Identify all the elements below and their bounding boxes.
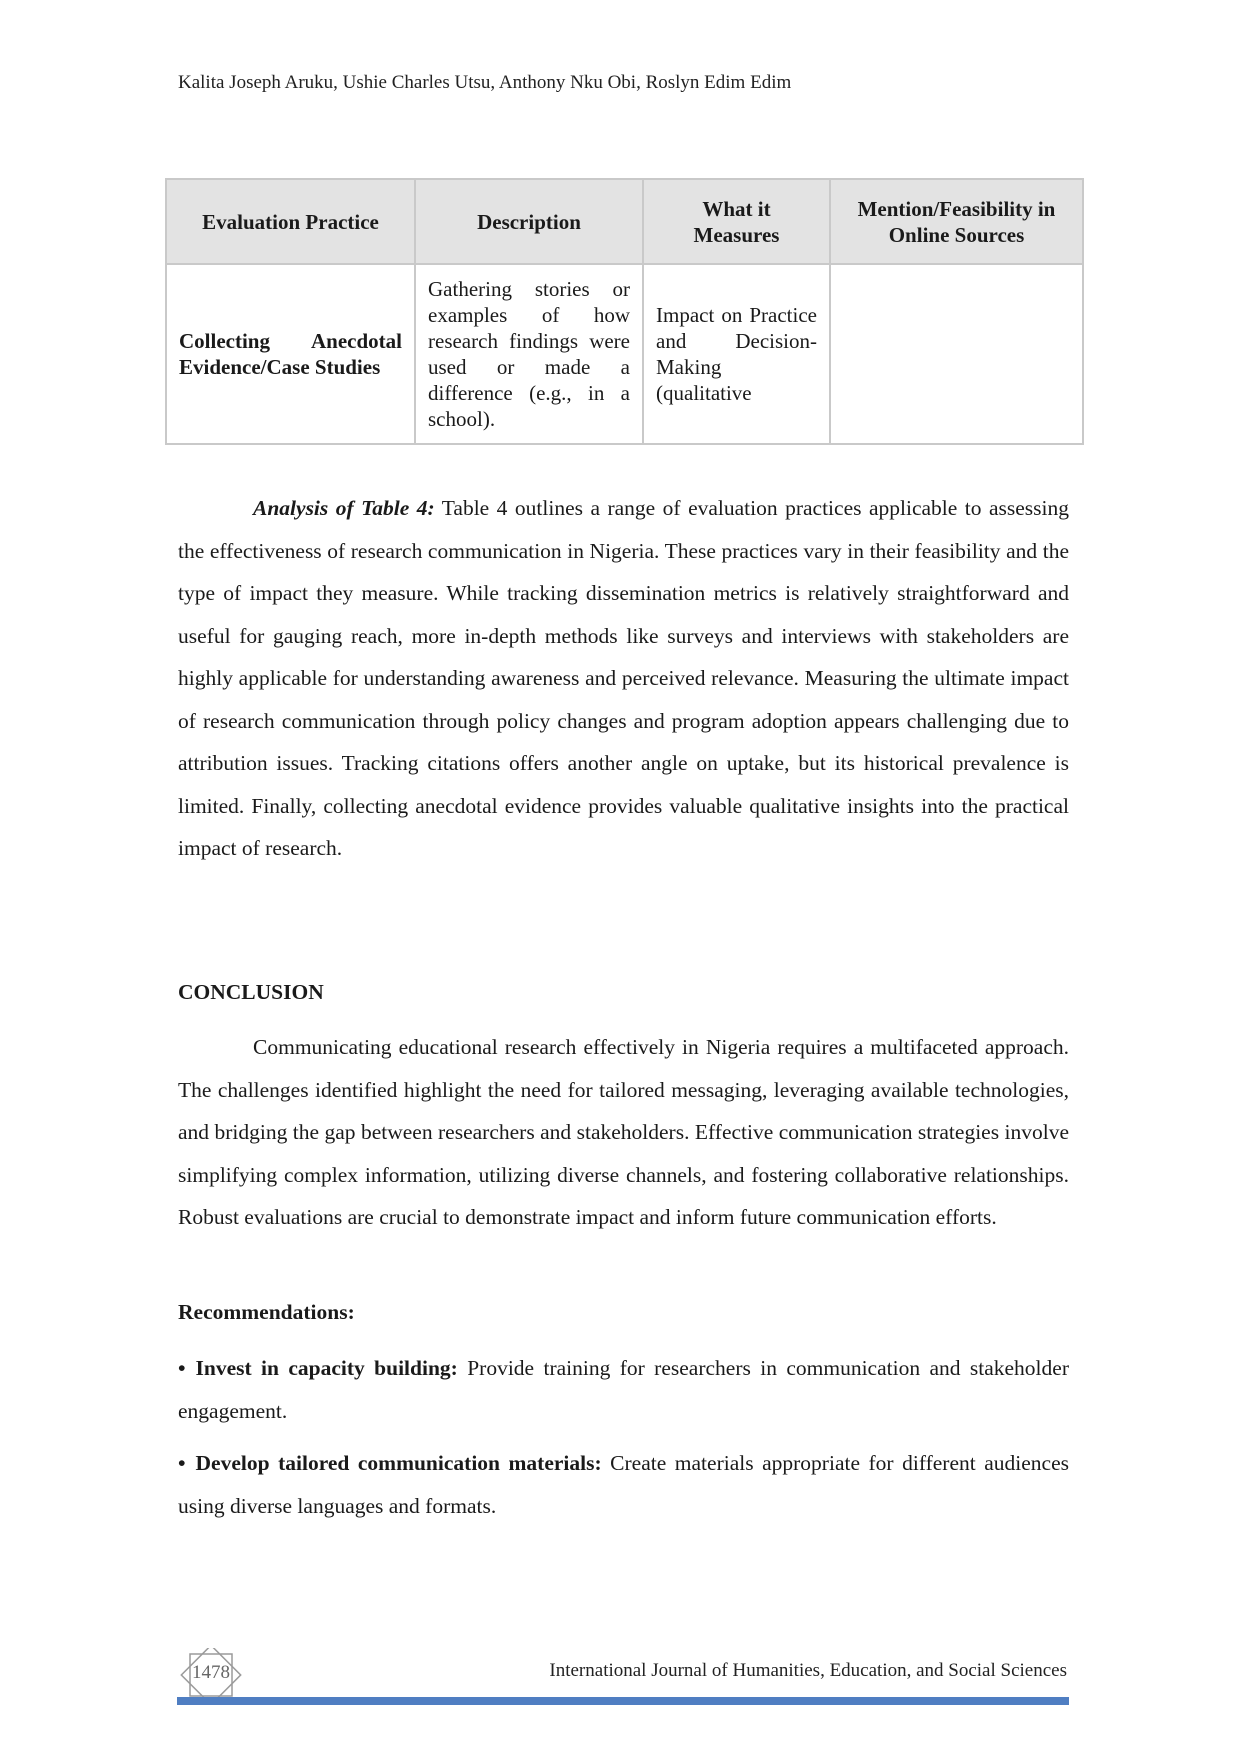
table-cell-description: Gathering stories or examples of how research findings were used or made a difference (e.g., in a school). (415, 264, 643, 444)
recommendation-title: Develop tailored communication materials: (195, 1451, 602, 1475)
analysis-text: Table 4 outlines a range of evaluation practices applicable to assessing the effectiveness of research communication in Nigeria. These practices vary in their feasibility and the type of impact they measure. While tracking dissemination metrics is relatively straightforward and useful for gauging reach, more in-depth methods like surveys and interviews with stakeholders are highly applicable for understanding awareness and perceived relevance. Measuring the ultimate impact of research communication through policy changes and program adoption appears challenging due to attribution issues. Tracking citations offers another angle on uptake, but its historical prevalence is limited. Finally, collecting anecdotal evidence provides valuable qualitative insights into the practical impact of research. (178, 496, 1069, 860)
bullet-icon: • (178, 1356, 186, 1380)
recommendations-heading: Recommendations: (178, 1300, 355, 1324)
bullet-icon: • (178, 1451, 186, 1475)
table-header-row (166, 179, 1083, 264)
conclusion-paragraph: Communicating educational research effectively in Nigeria requires a multifaceted approach. The challenges identified highlight the need for tailored messaging, leveraging available technologies, and bridging the gap between researchers and stakeholders. Effective communication strategies involve simplifying complex information, utilizing diverse channels, and fostering collaborative relationships. Robust evaluations are crucial to demonstrate impact and inform future communication efforts. (178, 1035, 1069, 1229)
analysis-paragraph (178, 487, 1069, 870)
evaluation-practices-table (165, 178, 1084, 445)
recommendation-text: Provide training for researchers in communication and stakeholder engagement. (178, 1356, 1069, 1423)
page-number: 1478 (192, 1662, 230, 1683)
table-header-cell: Evaluation Practice (166, 179, 415, 264)
table-header-cell: Mention/Feasibility in Online Sources (830, 179, 1083, 264)
table-cell-practice: Collecting Anecdotal Evidence/Case Studies (166, 264, 415, 444)
recommendation-text: Create materials appropriate for different audiences using diverse languages and formats. (178, 1451, 1069, 1518)
recommendation-item (178, 1442, 1069, 1527)
table-header-cell: What it Measures (643, 179, 830, 264)
footer-rule (177, 1697, 1069, 1705)
analysis-lead: Analysis of Table 4: (253, 496, 435, 520)
table-cell-feasibility (830, 264, 1083, 444)
recommendation-title: Invest in capacity building: (195, 1356, 458, 1380)
table-header-cell: Description (415, 179, 643, 264)
table-row (166, 264, 1083, 444)
recommendation-item (178, 1347, 1069, 1432)
footer-journal-title: International Journal of Humanities, Education, and Social Sciences (549, 1660, 1067, 1681)
page-number-badge (180, 1648, 242, 1702)
running-head-authors: Kalita Joseph Aruku, Ushie Charles Utsu, Anthony Nku Obi, Roslyn Edim Edim (178, 72, 792, 93)
table-cell-measures: Impact on Practice and Decision-Making (qualitative (643, 264, 830, 444)
conclusion-heading: CONCLUSION (178, 980, 324, 1004)
